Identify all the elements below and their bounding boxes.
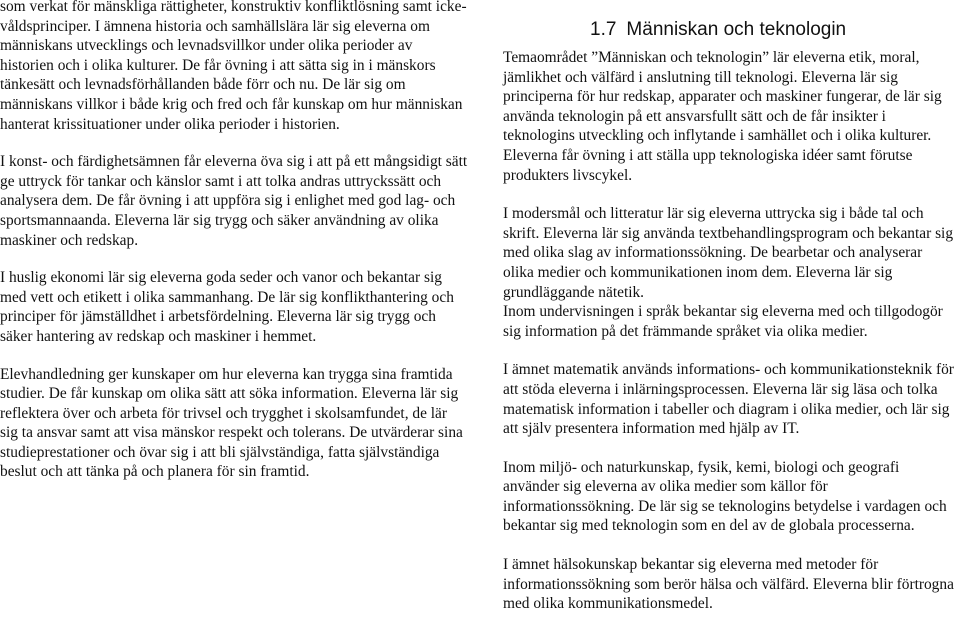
paragraph-environmental-studies: Inom miljö- och naturkunskap, fysik, kemi, biologi och geografi använder sig eleverna av olika medier som källor för informationssökning. De lär sig se teknologins betydelse i vardagen och bekantar sig med teknologin som en del av de globala processerna.	[503, 458, 947, 535]
paragraph-theme-intro: Temaområdet ”Människan och teknologin” lär eleverna etik, moral, jämlikhet och välfärd i anslutning till teknologi. Eleverna lär sig principerna för hur redskap, apparater och maskiner fungerar, de lär sig använda teknologin på ett ansvarsfullt sätt och de får insikter i teknologins utveckling och inflytande i samhället och i olika kulturer. Eleverna får övning i att ställa upp teknologiska idéer samt förutse produkters livscykel.	[503, 49, 942, 184]
section-title: Människan och teknologin	[626, 19, 847, 40]
paragraph-languages: Inom undervisningen i språk bekantar sig eleverna med och tillgodogör sig information på det främmande språket via olika medier.	[503, 303, 943, 340]
paragraph-arts-skills: I konst- och färdighetsämnen får eleverna öva sig i att på ett mångsidigt sätt ge uttryck för tankar och känslor samt i att tolka andras uttryckssätt och analysera dem. De får övning i att uppföra sig i enlighet med god lag- och sportsmannaanda. Eleverna lär sig trygg och säker användning av olika maskiner och redskap.	[0, 153, 468, 249]
right-column	[503, 0, 955, 633]
paragraph-health-education: I ämnet hälsokunskap bekantar sig eleverna med metoder för informationssökning som berör hälsa och välfärd. Eleverna blir förtrogna med olika kommunikationsmedel.	[503, 556, 954, 613]
paragraph-mother-tongue: I modersmål och litteratur lär sig eleverna uttrycka sig i både tal och skrift. Eleverna lär sig använda textbehandlingsprogram och bekantar sig med olika slag av informationssökning. De bearbetar och analyserar olika medier och kommunikationen inom dem. Eleverna lär sig grundläggande nätetik.	[503, 205, 954, 301]
section-heading	[503, 18, 955, 42]
section-number: 1.7	[590, 19, 617, 40]
paragraph-home-economics: I huslig ekonomi lär sig eleverna goda seder och vanor och bekantar sig med vett och etikett i olika sammanhang. De lär sig konflikthantering och principer för jämställdhet i arbetsfördelning. Eleverna lär sig trygg och säker hantering av redskap och maskiner i hemmet.	[0, 269, 454, 345]
paragraph-history-social-studies: som verkat för mänskliga rättigheter, konstruktiv konfliktlösning samt icke-våldsprinciper. I ämnena historia och samhällslära lär sig eleverna om människans utvecklings och levnadsvillkor under olika perioder av historien och i olika kulturer. De får övning i att sätta sig in i mänskors tänkesätt och levnadsförhållanden både förr och nu. De lär sig om människans villkor i både krig och fred och får kunskap om hur människan hanterat krissituationer under olika perioder i historien.	[0, 0, 467, 133]
paragraph-mathematics: I ämnet matematik används informations- och kommunikationsteknik för att stöda eleverna i inlärningsprocessen. Eleverna lär sig läsa och tolka matematisk information i tabeller och diagram i olika medier, och lär sig att själv presentera information med hjälp av IT.	[503, 361, 954, 438]
left-column	[0, 0, 468, 500]
paragraph-student-guidance: Elevhandledning ger kunskaper om hur eleverna kan trygga sina framtida studier. De får kunskap om olika sätt att söka information. Eleverna lär sig reflektera över och arbeta för trivsel och trygghet i skolsamfundet, de lär sig ta ansvar samt att visa mänskor respekt och tolerans. De utvärderar sina studieprestationer och övar sig i att bli självständiga, fatta självständiga beslut och att tänka på och planera för sin framtid.	[0, 365, 463, 481]
